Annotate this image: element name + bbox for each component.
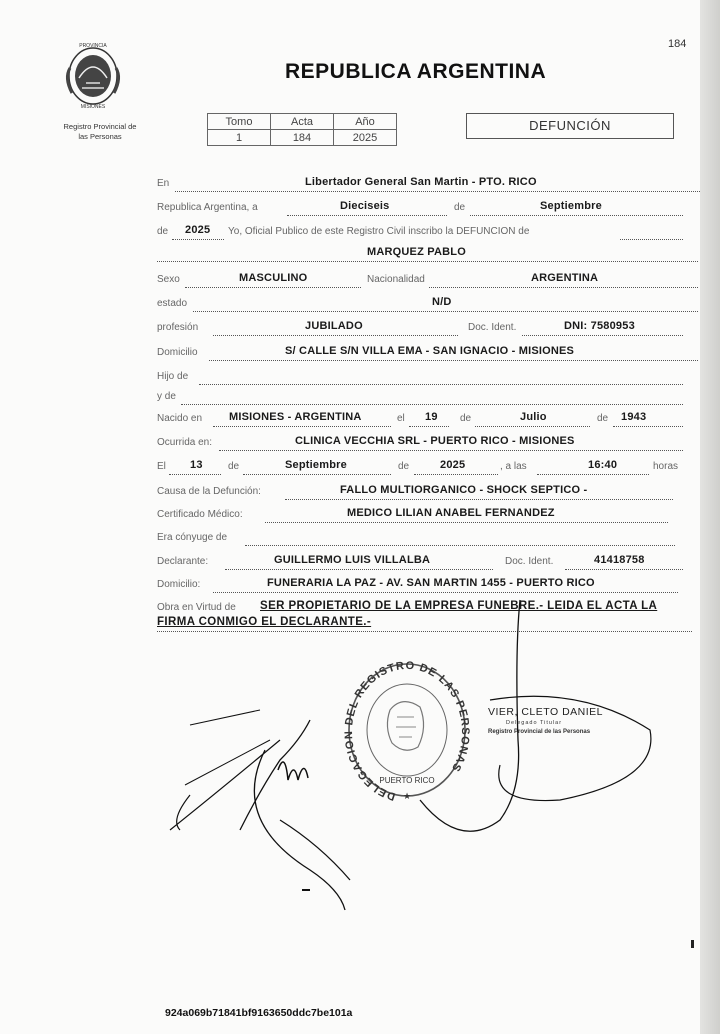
row-nacido <box>157 411 683 431</box>
official-office: Registro Provincial de las Personas <box>488 729 591 735</box>
alas-label: , a las <box>500 461 527 472</box>
certificado-label: Certificado Médico: <box>157 509 243 520</box>
row-conyuge <box>157 530 675 550</box>
row-en <box>157 176 700 196</box>
domicilio-declarante-value: FUNERARIA LA PAZ - AV. SAN MARTIN 1455 - PUERTO RICO <box>267 577 595 589</box>
row-domicilio <box>157 345 698 365</box>
horas-label: horas <box>653 461 679 472</box>
seal-bottom-text: MISIONES <box>80 104 106 110</box>
de-label-4: de <box>597 413 609 424</box>
official-role: Delegado Titular <box>506 720 563 726</box>
row-republica <box>157 200 683 220</box>
domicilio-label: Domicilio <box>157 347 198 358</box>
birth-month: Julio <box>520 411 547 423</box>
ink-mark <box>691 940 694 948</box>
declarante-doc-label: Doc. Ident. <box>505 556 554 567</box>
nacionalidad-value: ARGENTINA <box>531 272 599 284</box>
official-name: VIER, CLETO DANIEL <box>488 706 604 718</box>
el-label-1: el <box>397 413 405 424</box>
hijo-label: Hijo de <box>157 371 189 382</box>
record-table <box>207 113 397 146</box>
ocurrida-label: Ocurrida en: <box>157 437 213 448</box>
row-y-de <box>157 389 683 409</box>
birth-day: 19 <box>425 411 438 423</box>
row-causa <box>157 484 673 504</box>
declarante-doc-value: 41418758 <box>594 554 645 566</box>
conyuge-label: Era cónyuge de <box>157 532 228 543</box>
acta-header: Acta <box>271 114 334 130</box>
estado-label: estado <box>157 298 188 309</box>
year-value: 2025 <box>185 224 211 236</box>
death-day: 13 <box>190 459 203 471</box>
document-title: REPUBLICA ARGENTINA <box>285 60 547 83</box>
profesion-label: profesión <box>157 322 199 333</box>
ano-header: Año <box>334 114 397 130</box>
ano-value: 2025 <box>334 130 397 146</box>
nacionalidad-label: Nacionalidad <box>367 274 425 285</box>
de-label-6: de <box>398 461 410 472</box>
row-certificado <box>157 507 668 527</box>
declarante-label: Declarante: <box>157 556 209 567</box>
nacido-value: MISIONES - ARGENTINA <box>229 411 362 423</box>
causa-value: FALLO MULTIORGANICO - SHOCK SEPTICO - <box>340 484 588 496</box>
sexo-value: MASCULINO <box>239 272 308 284</box>
sexo-label: Sexo <box>157 274 180 285</box>
causa-label: Causa de la Defunción: <box>157 486 261 497</box>
registry-name <box>45 122 155 142</box>
page-edge <box>700 0 720 1034</box>
en-label: En <box>157 178 170 189</box>
seal-top-text: PROVINCIA <box>79 43 107 49</box>
acta-value: 184 <box>271 130 334 146</box>
obra-value-1: SER PROPIETARIO DE LA EMPRESA FUNEBRE.- LEIDA EL ACTA LA <box>260 600 658 612</box>
official-text: Yo, Oficial Publico de este Registro Civil inscribo la DEFUNCION de <box>228 226 530 237</box>
profesion-value: JUBILADO <box>305 320 363 332</box>
tomo-value: 1 <box>208 130 271 146</box>
de-label-5: de <box>228 461 240 472</box>
de-label-1: de <box>454 202 466 213</box>
record-type-box: DEFUNCIÓN <box>466 113 674 139</box>
obra-value-2: FIRMA CONMIGO EL DECLARANTE.- <box>157 616 372 628</box>
registry-line-1: Registro Provincial de <box>63 122 137 131</box>
birth-year: 1943 <box>621 411 647 423</box>
declarante-value: GUILLERMO LUIS VILLALBA <box>274 554 431 566</box>
row-hijo <box>157 369 683 389</box>
estado-value: N/D <box>432 296 452 308</box>
registry-line-2: las Personas <box>78 132 122 141</box>
doc-label: Doc. Ident. <box>468 322 517 333</box>
tomo-header: Tomo <box>208 114 271 130</box>
row-name <box>157 246 698 266</box>
death-month: Septiembre <box>285 459 347 471</box>
domicilio-value: S/ CALLE S/N VILLA EMA - SAN IGNACIO - MISIONES <box>285 345 575 357</box>
row-official <box>157 224 683 244</box>
svg-text:★: ★ <box>402 791 412 801</box>
document-hash: 924a069b71841bf9163650ddc7be101a <box>165 1007 353 1019</box>
deceased-name: MARQUEZ PABLO <box>367 246 466 258</box>
doc-value: DNI: 7580953 <box>564 320 635 332</box>
day-value: Dieciseis <box>340 200 390 212</box>
page-number: 184 <box>668 38 687 50</box>
certificado-value: MEDICO LILIAN ANABEL FERNANDEZ <box>347 507 555 519</box>
el-label-2: El <box>157 461 166 472</box>
death-time: 16:40 <box>588 459 618 471</box>
stamp-ring-text: DELEGACION DEL REGISTRO DE LAS PERSONAS <box>342 659 472 803</box>
signatures-icon <box>160 590 660 920</box>
row-declarante <box>157 554 683 574</box>
stamp-bottom-text: PUERTO RICO <box>379 776 435 785</box>
row-death-date <box>157 459 698 479</box>
en-value: Libertador General San Martin - PTO. RICO <box>305 176 537 188</box>
domicilio-declarante-label: Domicilio: <box>157 579 201 590</box>
de-label-2: de <box>157 226 169 237</box>
month-value: Septiembre <box>540 200 602 212</box>
row-ocurrida <box>157 435 683 455</box>
nacido-label: Nacido en <box>157 413 203 424</box>
row-profesion <box>157 320 683 340</box>
row-sexo <box>157 272 698 292</box>
ocurrida-value: CLINICA VECCHIA SRL - PUERTO RICO - MISIONES <box>295 435 575 447</box>
row-estado <box>157 296 698 316</box>
death-year: 2025 <box>440 459 466 471</box>
republica-label: Republica Argentina, a <box>157 202 258 213</box>
obra-label: Obra en Virtud de <box>157 602 236 613</box>
de-label-3: de <box>460 413 472 424</box>
provincial-seal-icon <box>62 38 124 110</box>
y-de-label: y de <box>157 391 176 402</box>
